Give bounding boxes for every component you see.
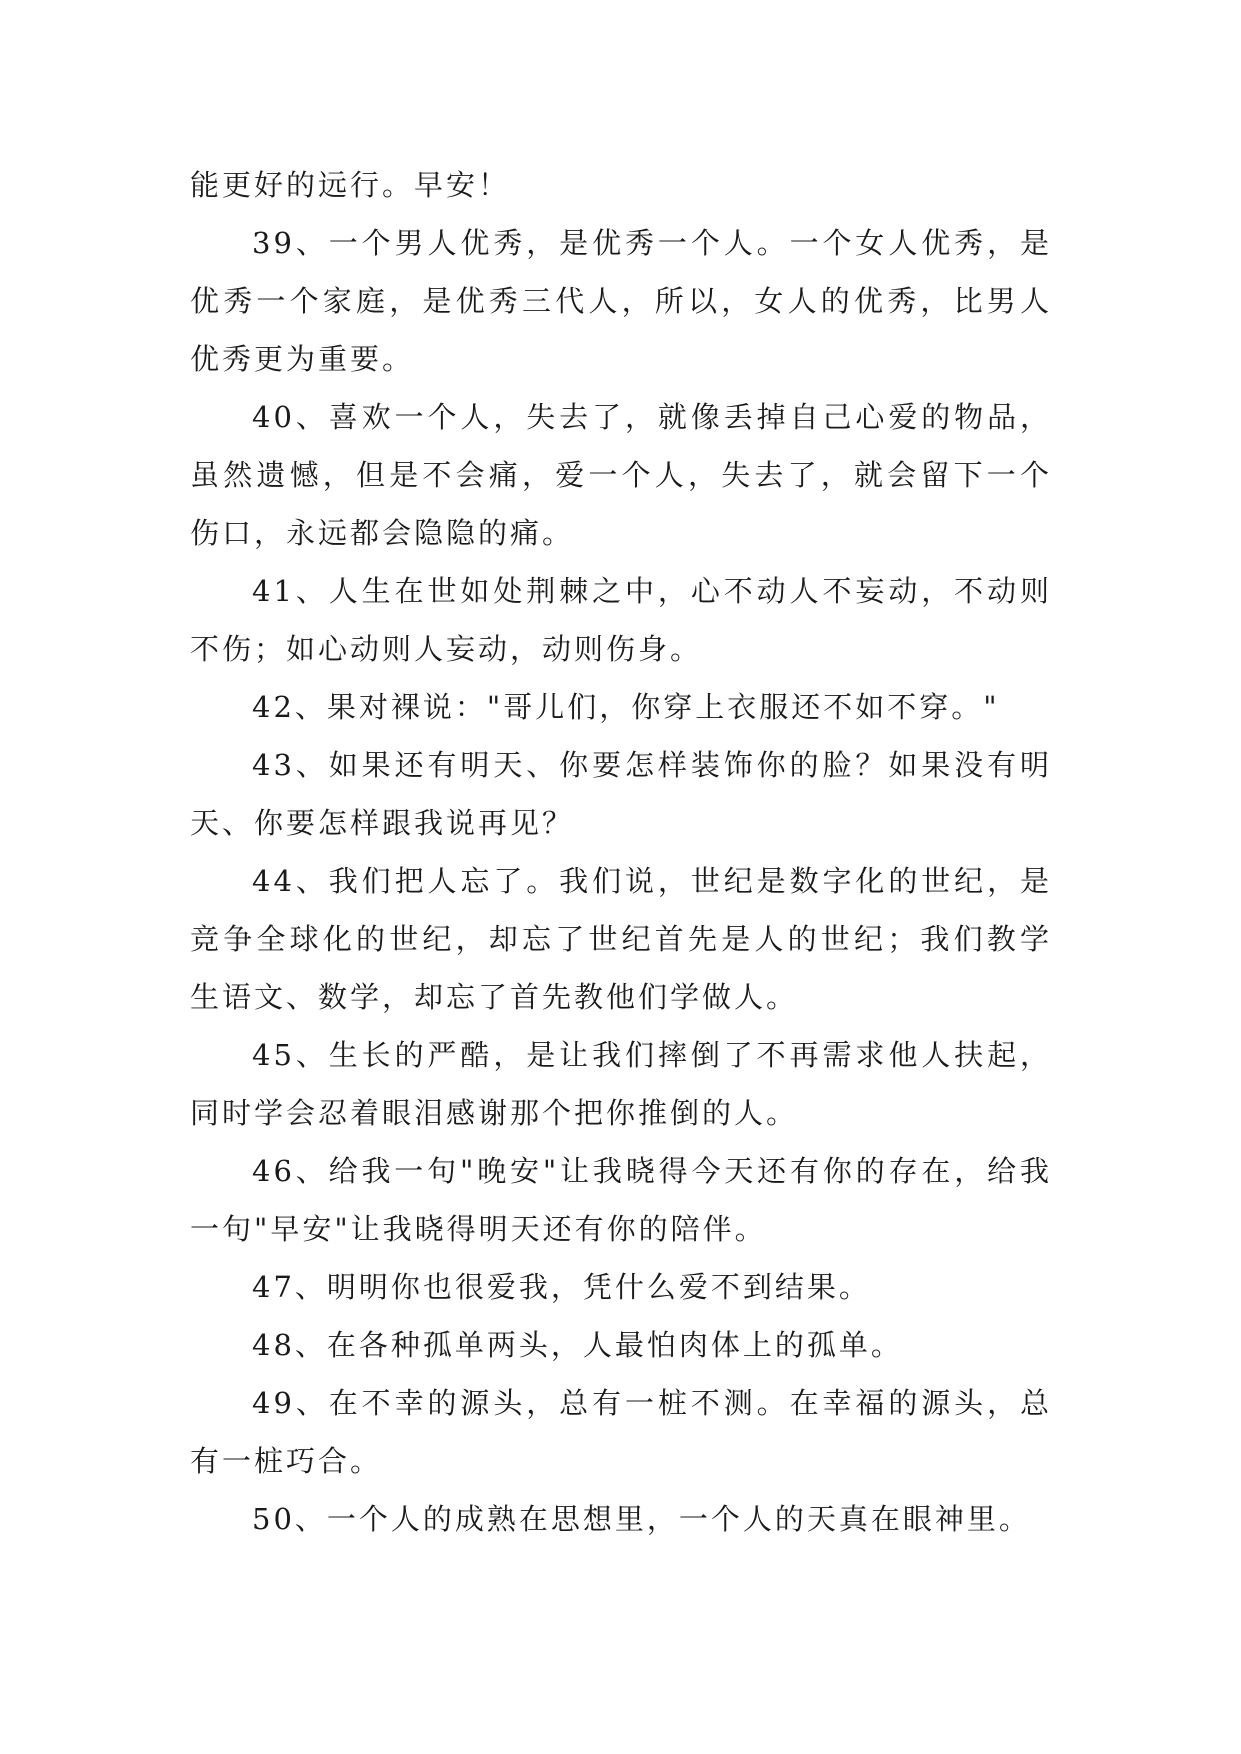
continuation-paragraph: 能更好的远行。早安！ <box>190 168 511 202</box>
paragraph-48: 48、在各种孤单两头，人最怕肉体上的孤单。 <box>252 1328 903 1362</box>
paragraph-49: 49、在不幸的源头，总有一桩不测。在幸福的源头，总有一桩巧合。 <box>190 1386 1052 1478</box>
paragraph-47: 47、明明你也很爱我，凭什么爱不到结果。 <box>252 1270 871 1304</box>
paragraph-43: 43、如果还有明天、你要怎样装饰你的脸？如果没有明天、你要怎样跟我说再见？ <box>190 748 1052 840</box>
paragraph-44: 44、我们把人忘了。我们说，世纪是数字化的世纪，是竞争全球化的世纪，却忘了世纪首先是人的世纪；我们教学生语文、数学，却忘了首先教他们学做人。 <box>190 864 1052 1014</box>
paragraph-50: 50、一个人的成熟在思想里，一个人的天真在眼神里。 <box>252 1502 1031 1536</box>
paragraph-39: 39、一个男人优秀，是优秀一个人。一个女人优秀，是优秀一个家庭，是优秀三代人，所以，女人的优秀，比男人优秀更为重要。 <box>190 226 1052 376</box>
paragraph-41: 41、人生在世如处荆棘之中，心不动人不妄动，不动则不伤；如心动则人妄动，动则伤身。 <box>190 574 1052 666</box>
paragraph-42: 42、果对裸说："哥儿们，你穿上衣服还不如不穿。" <box>252 690 1000 724</box>
paragraph-46: 46、给我一句"晚安"让我晓得今天还有你的存在，给我一句"早安"让我晓得明天还有你的陪伴。 <box>190 1154 1052 1246</box>
paragraph-45: 45、生长的严酷，是让我们摔倒了不再需求他人扶起，同时学会忍着眼泪感谢那个把你推倒的人。 <box>190 1038 1052 1130</box>
paragraph-40: 40、喜欢一个人，失去了，就像丢掉自己心爱的物品，虽然遗憾，但是不会痛，爱一个人，失去了，就会留下一个伤口，永远都会隐隐的痛。 <box>190 400 1052 550</box>
document-body <box>190 156 1052 1548</box>
